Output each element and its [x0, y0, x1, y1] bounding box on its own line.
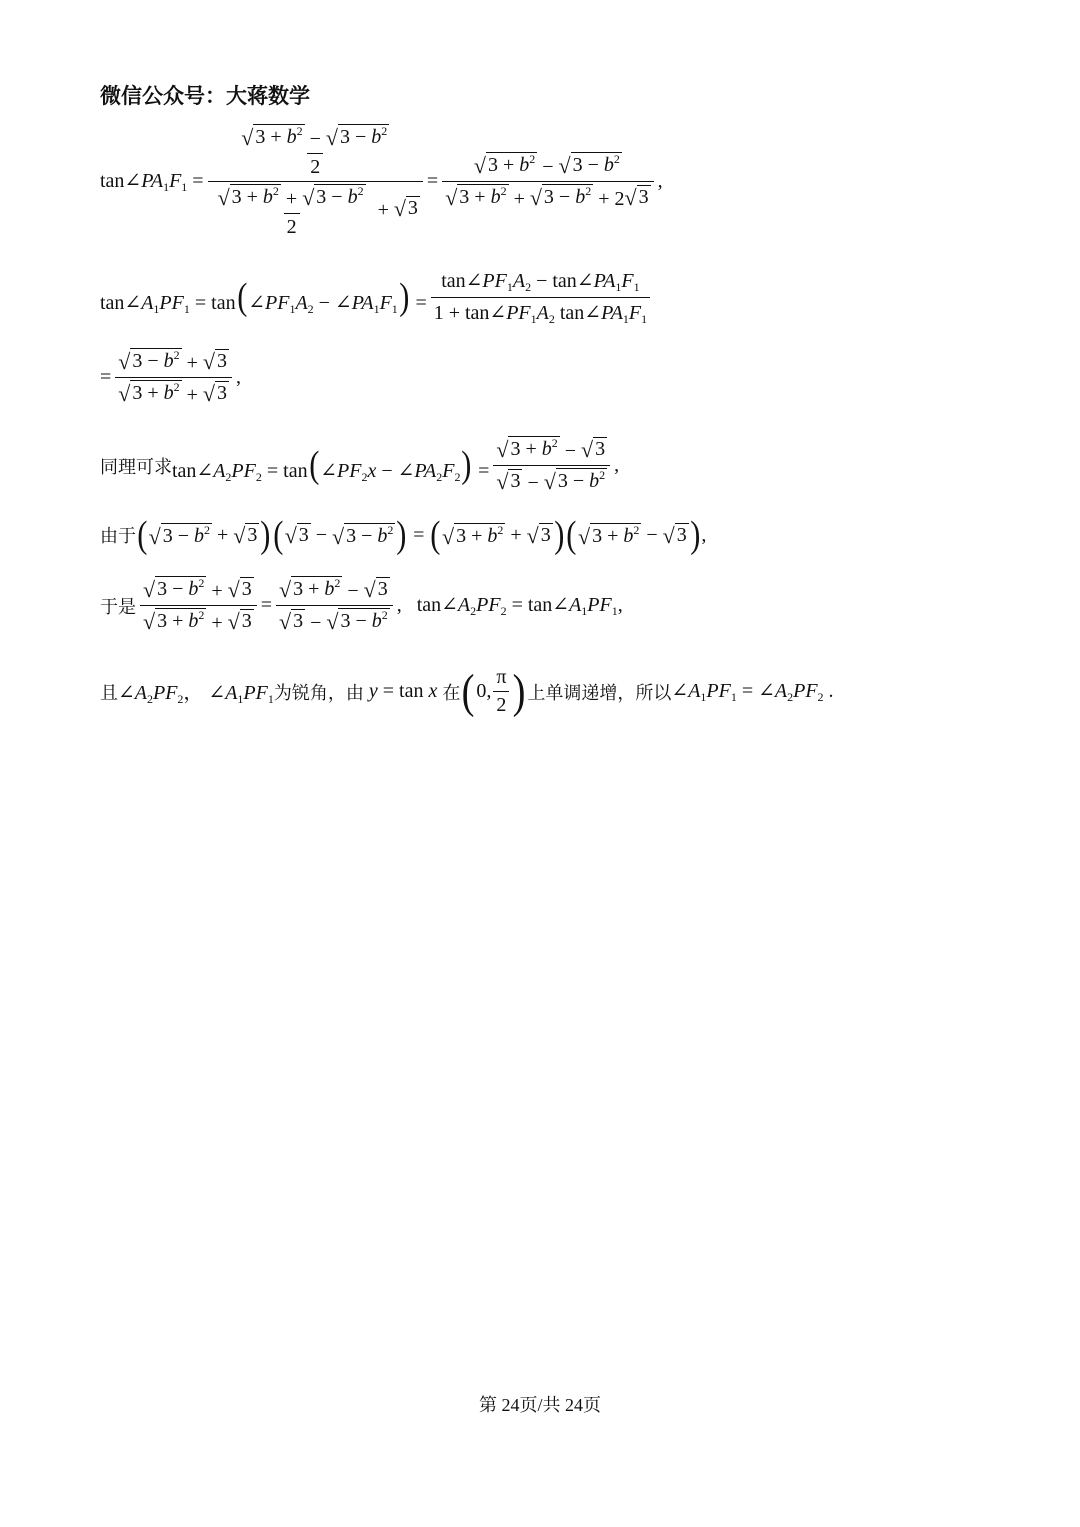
equation-tan-pa1f1: $\tan\angle PA_1F_1$ = √ $3 + b^2$ − √ $3 - b^2$ 2 √ $3 + b^2$ + √ $3 - b^2$ 2 + √ 3 = √ $3 + b^2$ − √ $3 - b^2$ √ $3 + b^2$ + √ $3 - b^2$ + 2 √ 3 , [100, 124, 663, 238]
equation-result: = √ $3 - b^2$ + √ 3 √ $3 + b^2$ + √ 3 , [100, 348, 241, 406]
equation-product-identity: 由于 ( √ $3 - b^2$ + √ 3 ) ( √ 3 − √ $3 - b^2$ ) = ( √ $3 + b^2$ + √ 3 ) ( √ $3 + b^2$ − √ 3 ) , [100, 514, 707, 556]
page-header: 微信公众号：大蒋数学 [100, 84, 310, 108]
equation-ratio-equal: 于是 √ $3 - b^2$ + √ 3 √ $3 + b^2$ + √ 3 = √ $3 + b^2$ − √ 3 √ 3 − √ $3 - b^2$ , $\tan\angle A_2PF_2$ = $\tan\angle A_1PF_1$, [100, 576, 623, 634]
conclusion-line: 且 $\angle A_2PF_2$， $\angle A_1PF_1$ 为锐角，由 y = tan x 在 ( 0, $\frac{\pi}{2}$ ) 上单调递增，所以 $\angle A_1PF_1$ = $\angle A_2PF_2$ . [100, 664, 834, 718]
equation-tan-a1pf1: $\tan\angle A_1PF_1$ = $\tan(\angle PF_1A_2$ − $\angle PA_1F_1$) = $\frac{\tan\angle PF_1A_2 - \tan\angle PA_1F_1}{1 + \tan\angle PF_1A_2 \tan\angle PA_1F_1}$ [100, 268, 654, 327]
equation-tan-a2pf2: 同理可求 $\tan\angle A_2PF_2$ = $\tan(\angle PF_2x$ − $\angle PA_2F_2$) = √ $3 + b^2$ − √ 3 √ 3 − √ $3 - b^2$ , [100, 436, 620, 494]
page-footer: 第 24页/共 24页 [478, 1395, 601, 1415]
